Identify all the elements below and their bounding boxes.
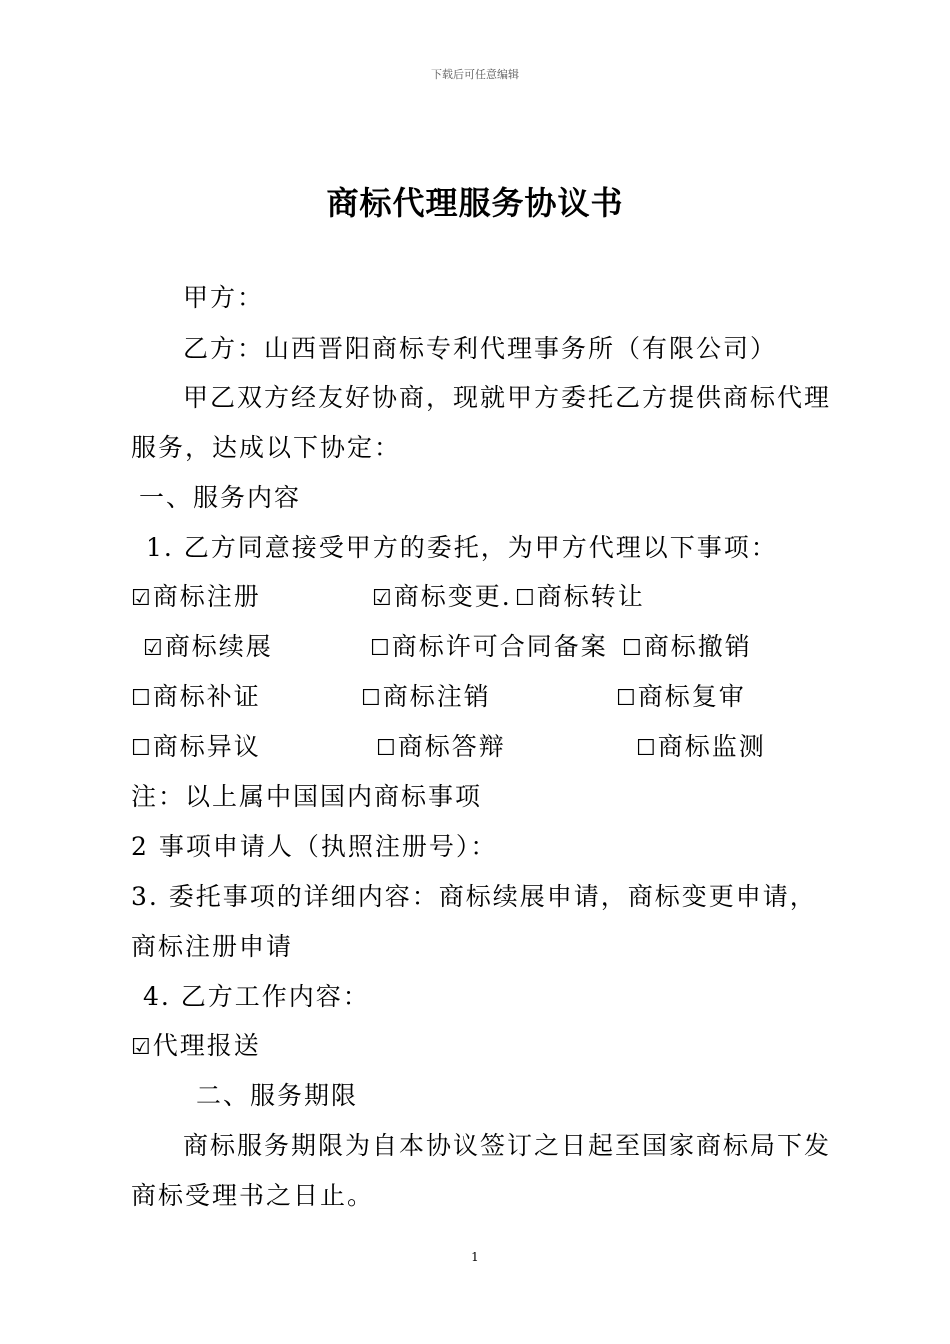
item-4-line: 4. 乙方工作内容：: [143, 982, 370, 1011]
option-label: 商标补证: [152, 682, 261, 711]
option-trademark-cancellation: [361, 682, 491, 714]
checkbox-icon: ☑: [131, 586, 153, 611]
option-label: 商标监测: [657, 732, 766, 761]
checkbox-icon: ☐: [131, 736, 153, 761]
note-line: 注：以上属中国国内商标事项: [131, 782, 483, 811]
item-3-line-2: 商标注册申请: [131, 932, 294, 961]
option-label: 商标异议: [152, 732, 261, 761]
option-license-filing: [370, 632, 608, 664]
section-1-heading: 一、服务内容: [139, 483, 302, 512]
party-a-line: 甲方：: [183, 283, 265, 312]
option-certificate-reissue: [131, 682, 261, 714]
term-line-2: 商标受理书之日止。: [131, 1181, 375, 1210]
item-3-line-1: 3. 委托事项的详细内容：商标续展申请，商标变更申请，: [131, 882, 817, 911]
header-note: 下载后可任意编辑: [431, 68, 519, 81]
option-label: 代理报送: [152, 1031, 261, 1060]
item-1-line: 1. 乙方同意接受甲方的委托，为甲方代理以下事项：: [146, 533, 778, 562]
option-trademark-change: [372, 582, 512, 614]
option-trademark-review: [616, 682, 746, 714]
checkbox-icon: ☐: [515, 586, 537, 611]
option-label: 商标撤销: [643, 632, 752, 661]
party-b-line: 乙方：山西晋阳商标专利代理事务所（有限公司）: [183, 334, 778, 363]
checkbox-icon: ☐: [616, 686, 638, 711]
checkbox-icon: ☑: [143, 636, 165, 661]
option-label: 商标复审: [637, 682, 746, 711]
checkbox-icon: ☐: [361, 686, 383, 711]
section-2-heading: 二、服务期限: [196, 1081, 359, 1110]
checkbox-icon: ☑: [372, 586, 394, 611]
term-line-1: 商标服务期限为自本协议签订之日起至国家商标局下发: [183, 1131, 832, 1160]
work-option-agent-submission: [131, 1031, 261, 1063]
option-label: 商标许可合同备案: [391, 632, 608, 661]
option-trademark-renewal: [143, 632, 273, 664]
checkbox-icon: ☐: [376, 736, 398, 761]
option-label: 商标注册: [152, 582, 261, 611]
option-label: 商标注销: [382, 682, 491, 711]
option-trademark-revocation: [622, 632, 752, 664]
intro-line-2: 服务，达成以下协定：: [131, 433, 402, 462]
option-label: 商标变更.: [393, 582, 512, 611]
checkbox-icon: ☐: [131, 686, 153, 711]
checkbox-icon: ☑: [131, 1035, 153, 1060]
option-label: 商标答辩: [397, 732, 506, 761]
document-title: 商标代理服务协议书: [326, 184, 624, 222]
option-label: 商标转让: [536, 582, 645, 611]
item-2-line: 2 事项申请人（执照注册号）：: [131, 832, 498, 861]
option-trademark-defense: [376, 732, 506, 764]
intro-line-1: 甲乙双方经友好协商，现就甲方委托乙方提供商标代理: [183, 383, 832, 412]
checkbox-icon: ☐: [370, 636, 392, 661]
option-trademark-monitoring: [636, 732, 766, 764]
option-trademark-registration: [131, 582, 261, 614]
option-trademark-transfer: [515, 582, 645, 614]
checkbox-icon: ☐: [622, 636, 644, 661]
checkbox-icon: ☐: [636, 736, 658, 761]
option-label: 商标续展: [164, 632, 273, 661]
option-trademark-opposition: [131, 732, 261, 764]
page-number: 1: [471, 1250, 479, 1264]
